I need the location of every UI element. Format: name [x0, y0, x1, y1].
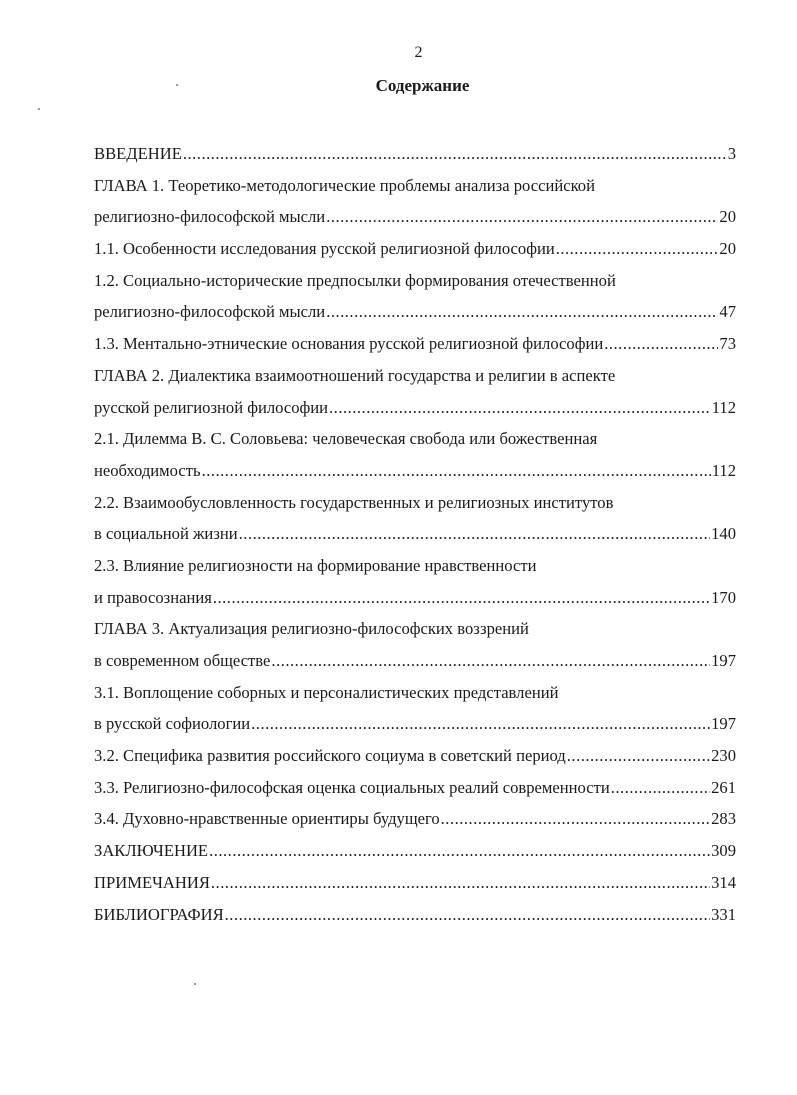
toc-entry-page: 197 [711, 714, 736, 734]
toc-leader-dots [183, 138, 727, 170]
toc-leader-dots [611, 772, 710, 804]
toc-entry [94, 518, 736, 550]
page-title: Содержание [375, 76, 470, 95]
toc-entry [94, 265, 736, 297]
toc-entry-page: 140 [711, 524, 736, 544]
toc-leader-dots [251, 708, 710, 740]
toc-entry [94, 677, 736, 709]
toc-entry [94, 613, 736, 645]
toc-entry-page: 20 [719, 239, 736, 259]
toc-entry [94, 201, 736, 233]
toc-leader-dots [556, 233, 719, 265]
toc-entry-page: 283 [711, 809, 736, 829]
toc-entry-page: 314 [711, 872, 736, 892]
toc-entry-title: ГЛАВА 2. Диалектика взаимоотношений государства и религии в аспекте [94, 365, 616, 385]
toc-entry-page: 261 [711, 777, 736, 797]
toc-entry-title: ГЛАВА 1. Теоретико-методологические проблемы анализа российской [94, 175, 595, 195]
toc-entry-title: 1.1. Особенности исследования русской религиозной философии [94, 239, 555, 259]
toc-entry-title: 3.4. Духовно-нравственные ориентиры будущего [94, 809, 440, 829]
toc-entry [94, 455, 736, 487]
toc-entry [94, 138, 736, 170]
page-number: 2 [414, 44, 423, 61]
toc-entry [94, 708, 736, 740]
toc-entry [94, 170, 736, 202]
toc-entry [94, 899, 736, 931]
toc-entry-page: 230 [711, 746, 736, 766]
toc-leader-dots [326, 296, 718, 328]
toc-leader-dots [604, 328, 718, 360]
toc-entry [94, 550, 736, 582]
toc-entry-title: в русской софиологии [94, 714, 251, 734]
toc-entry [94, 487, 736, 519]
toc-entry [94, 835, 736, 867]
toc-leader-dots [202, 455, 711, 487]
toc-entry-title: ВВЕДЕНИЕ [94, 144, 182, 163]
toc-entry-page: 73 [719, 334, 736, 354]
toc-entry [94, 803, 736, 835]
toc-leader-dots [326, 201, 718, 233]
toc-leader-dots [225, 899, 710, 931]
toc-entry-title: и правосознания [94, 587, 212, 607]
toc-leader-dots [209, 835, 710, 867]
toc-entry-title: 1.2. Социально-исторические предпосылки формирования отечественной [94, 270, 616, 290]
toc-entry-page: 197 [711, 651, 736, 670]
toc-entry-title: 2.3. Влияние религиозности на формирование нравственности [94, 555, 537, 575]
toc-leader-dots [239, 518, 710, 550]
toc-entry [94, 392, 736, 424]
toc-entry [94, 740, 736, 772]
toc-entry-title: 3.1. Воплощение соборных и персоналистических представлений [94, 682, 559, 702]
toc-entry [94, 296, 736, 328]
toc-entry-title: необходимость [94, 460, 201, 480]
toc-entry [94, 233, 736, 265]
toc-entry-title: ГЛАВА 3. Актуализация религиозно-философских воззрений [94, 619, 529, 639]
toc-entry-page: 170 [711, 587, 736, 607]
toc-leader-dots [329, 392, 711, 424]
toc-leader-dots [211, 867, 710, 899]
toc-entry-page: 3 [727, 144, 736, 163]
toc-entry-title: в современном обществе [94, 651, 271, 670]
table-of-contents [94, 138, 736, 930]
toc-entry-title: религиозно-философской мысли [94, 207, 326, 227]
toc-entry-page: 309 [711, 841, 736, 861]
toc-entry-title: ПРИМЕЧАНИЯ [94, 872, 210, 892]
toc-entry-page: 20 [719, 207, 736, 227]
toc-leader-dots [271, 645, 710, 677]
toc-entry-title: 3.2. Специфика развития российского социума в советский период [94, 746, 566, 766]
toc-leader-dots [441, 803, 710, 835]
toc-entry [94, 423, 736, 455]
toc-entry [94, 582, 736, 614]
toc-entry [94, 645, 736, 677]
toc-entry-title: ЗАКЛЮЧЕНИЕ [94, 841, 209, 861]
toc-entry [94, 360, 736, 392]
toc-entry [94, 772, 736, 804]
scan-speck [194, 983, 196, 985]
toc-entry-title: русской религиозной философии [94, 397, 329, 417]
toc-entry-title: 3.3. Религиозно-философская оценка социальных реалий современности [94, 777, 610, 797]
toc-entry-page: 112 [711, 460, 736, 480]
toc-entry-page: 112 [711, 397, 736, 417]
toc-entry [94, 867, 736, 899]
toc-leader-dots [567, 740, 710, 772]
toc-entry-title: 2.1. Дилемма В. С. Соловьева: человеческая свобода или божественная [94, 429, 598, 449]
toc-entry-title: в социальной жизни [94, 524, 238, 544]
toc-leader-dots [213, 582, 710, 614]
scan-speck [176, 84, 178, 86]
toc-entry-page: 47 [719, 302, 736, 322]
toc-entry-page: 331 [711, 904, 736, 924]
toc-entry-title: 2.2. Взаимообусловленность государственных и религиозных институтов [94, 492, 614, 512]
scan-speck [38, 108, 40, 110]
toc-entry-title: 1.3. Ментально-этнические основания русской религиозной философии [94, 334, 604, 354]
toc-entry-title: религиозно-философской мысли [94, 302, 326, 322]
toc-entry-title: БИБЛИОГРАФИЯ [94, 904, 224, 924]
toc-entry [94, 328, 736, 360]
